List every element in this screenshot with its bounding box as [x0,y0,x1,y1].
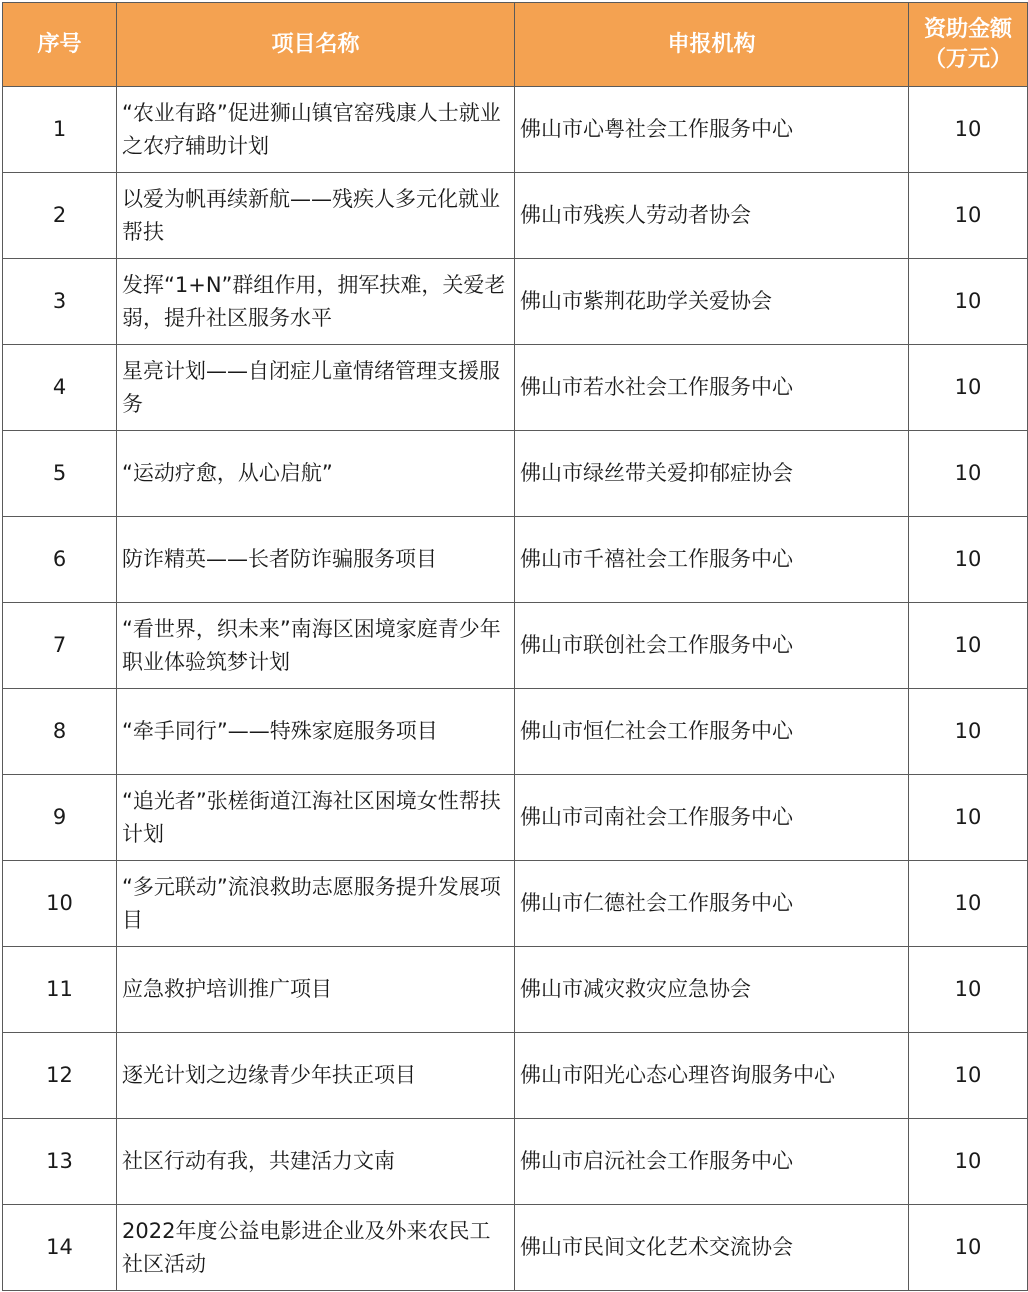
cell-project: “运动疗愈，从心启航” [117,431,515,517]
cell-project: “农业有路”促进狮山镇官窑残康人士就业之农疗辅助计划 [117,87,515,173]
cell-seq: 7 [3,603,117,689]
table-row [3,1119,1028,1205]
cell-amount: 10 [909,947,1028,1033]
cell-seq: 3 [3,259,117,345]
table-row [3,1033,1028,1119]
cell-org: 佛山市紫荆花助学关爱协会 [515,259,909,345]
cell-project: 防诈精英——长者防诈骗服务项目 [117,517,515,603]
table-row [3,947,1028,1033]
cell-seq: 1 [3,87,117,173]
cell-seq: 10 [3,861,117,947]
cell-amount: 10 [909,775,1028,861]
table-row [3,259,1028,345]
cell-seq: 6 [3,517,117,603]
cell-amount: 10 [909,517,1028,603]
cell-seq: 13 [3,1119,117,1205]
cell-amount: 10 [909,87,1028,173]
table-row [3,603,1028,689]
cell-amount: 10 [909,603,1028,689]
cell-seq: 9 [3,775,117,861]
cell-seq: 14 [3,1205,117,1291]
table-row [3,87,1028,173]
cell-project: 逐光计划之边缘青少年扶正项目 [117,1033,515,1119]
cell-org: 佛山市减灾救灾应急协会 [515,947,909,1033]
cell-project: 应急救护培训推广项目 [117,947,515,1033]
cell-project: “牵手同行”——特殊家庭服务项目 [117,689,515,775]
cell-org: 佛山市千禧社会工作服务中心 [515,517,909,603]
table-row [3,689,1028,775]
cell-org: 佛山市仁德社会工作服务中心 [515,861,909,947]
table-row [3,775,1028,861]
cell-org: 佛山市司南社会工作服务中心 [515,775,909,861]
cell-seq: 8 [3,689,117,775]
cell-org: 佛山市启沅社会工作服务中心 [515,1119,909,1205]
cell-project: 以爱为帆再续新航——残疾人多元化就业帮扶 [117,173,515,259]
cell-project: “多元联动”流浪救助志愿服务提升发展项目 [117,861,515,947]
cell-amount: 10 [909,689,1028,775]
table-row [3,861,1028,947]
cell-org: 佛山市恒仁社会工作服务中心 [515,689,909,775]
header-amount: 资助金额（万元） [909,3,1028,87]
cell-seq: 4 [3,345,117,431]
funding-table [2,2,1028,1291]
cell-org: 佛山市绿丝带关爱抑郁症协会 [515,431,909,517]
cell-amount: 10 [909,1033,1028,1119]
table-row [3,345,1028,431]
cell-org: 佛山市心粤社会工作服务中心 [515,87,909,173]
cell-amount: 10 [909,861,1028,947]
cell-amount: 10 [909,1119,1028,1205]
table-row [3,517,1028,603]
cell-project: 星亮计划——自闭症儿童情绪管理支援服务 [117,345,515,431]
cell-amount: 10 [909,259,1028,345]
cell-project: 社区行动有我，共建活力文南 [117,1119,515,1205]
cell-seq: 11 [3,947,117,1033]
cell-project: “追光者”张槎街道江海社区困境女性帮扶计划 [117,775,515,861]
cell-amount: 10 [909,1205,1028,1291]
header-org: 申报机构 [515,3,909,87]
header-project: 项目名称 [117,3,515,87]
table-row [3,173,1028,259]
cell-org: 佛山市联创社会工作服务中心 [515,603,909,689]
cell-amount: 10 [909,345,1028,431]
cell-org: 佛山市阳光心态心理咨询服务中心 [515,1033,909,1119]
cell-org: 佛山市民间文化艺术交流协会 [515,1205,909,1291]
cell-amount: 10 [909,431,1028,517]
cell-project: 2022年度公益电影进企业及外来农民工社区活动 [117,1205,515,1291]
cell-seq: 12 [3,1033,117,1119]
table-row [3,1205,1028,1291]
cell-org: 佛山市残疾人劳动者协会 [515,173,909,259]
header-row [3,3,1028,87]
cell-project: “看世界，织未来”南海区困境家庭青少年职业体验筑梦计划 [117,603,515,689]
table-row [3,431,1028,517]
cell-amount: 10 [909,173,1028,259]
cell-org: 佛山市若水社会工作服务中心 [515,345,909,431]
cell-seq: 5 [3,431,117,517]
header-seq: 序号 [3,3,117,87]
cell-seq: 2 [3,173,117,259]
cell-project: 发挥“1+N”群组作用，拥军扶难，关爱老弱，提升社区服务水平 [117,259,515,345]
